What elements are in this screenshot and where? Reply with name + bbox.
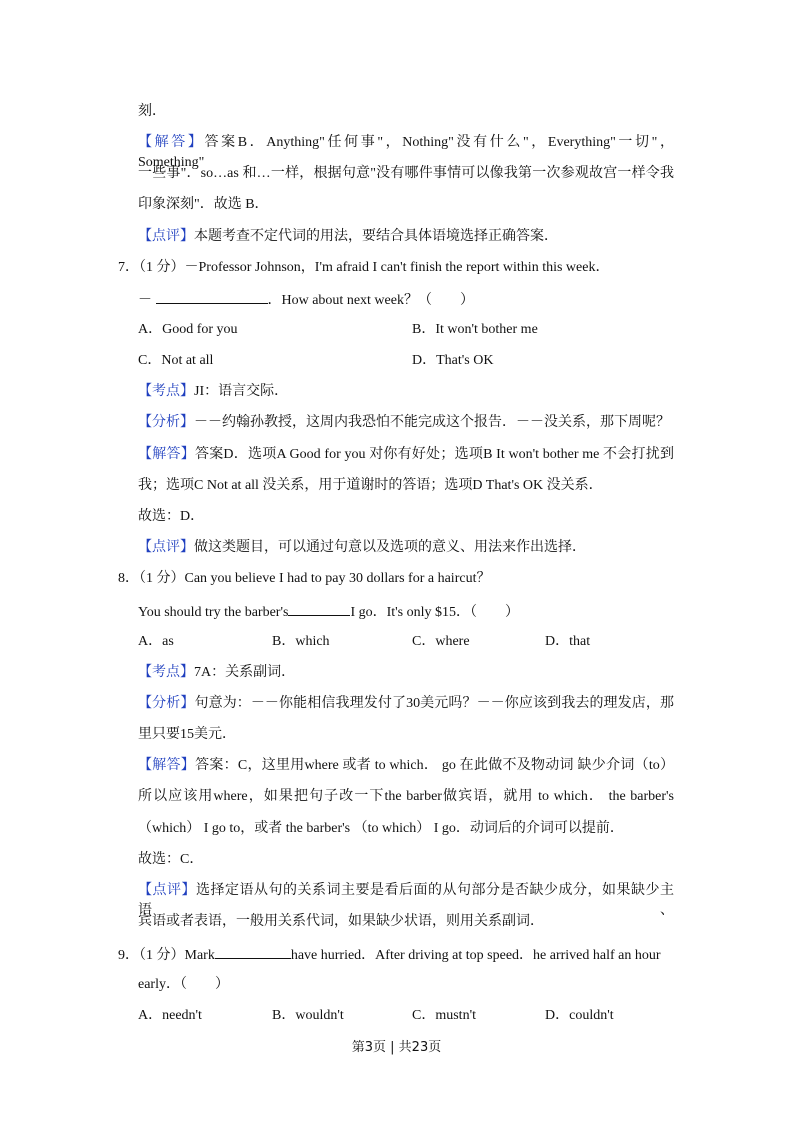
option-d: D．couldn't (545, 1008, 614, 1023)
text-line: early．（ ） (138, 977, 229, 992)
text-line: 一些事"．so…as 和…一样，根据句意"没有哪件事情可以像我第一次参观故宫一样令我 (138, 166, 674, 181)
comment-text: 本题考查不定代词的用法，要结合具体语境选择正确答案． (194, 229, 558, 244)
answer-text: 答案B．Anything"任何事"，Nothing"没有什么"，Everything"一切"，Something" (138, 135, 674, 170)
point-text: JI：语言交际． (194, 384, 289, 399)
point-line (138, 382, 288, 402)
question-7-line2 (138, 289, 474, 309)
answer-tag: 【解答】 (138, 135, 205, 150)
analysis-text: －－约翰孙教授，这周内我恐怕不能完成这个报告．－－没关系，那下周呢？ (194, 415, 670, 430)
option-a: A．as (138, 634, 174, 649)
text-line: 里只要15美元． (138, 727, 236, 742)
text-line: 所以应该用where，如果把句子改一下the barber做宾语，就用 to which． the barber's (138, 789, 674, 804)
point-tag: 【考点】 (138, 384, 194, 399)
dash: － (138, 293, 152, 308)
text-line: 我；选项C Not at all 没关系，用于道谢时的答语；选项D That's OK 没关系． (138, 478, 603, 493)
text-line: 宾语或者表语，一般用关系代词，如果缺少状语，则用关系副词． (138, 914, 544, 929)
option-b: B．wouldn't (272, 1008, 344, 1023)
choice-line: 故选：C． (138, 852, 204, 867)
question-7-stem: 7．（1 分）－Professor Johnson，I'm afraid I can't finish the report within this week． (118, 260, 610, 275)
analysis-line (138, 694, 674, 714)
question-text: You should try the barber's (138, 605, 289, 620)
question-text: I go．It's only $15．（ ） (350, 605, 520, 620)
analysis-tag: 【分析】 (138, 696, 195, 711)
text-line: 印象深刻"．故选 B． (138, 197, 269, 212)
text-line: （which） I go to，或者 the barber's （to which） I go．动词后的介词可以提前． (138, 821, 624, 836)
answer-blank (215, 944, 291, 959)
answer-text: 答案D．选项A Good for you 对你有好处；选项B It won't bother me 不会打扰到 (194, 447, 674, 462)
comment-line (138, 881, 674, 918)
option-a: A．needn't (138, 1008, 202, 1023)
comment-tag: 【点评】 (138, 229, 194, 244)
question-8-stem: 8．（1 分）Can you believe I had to pay 30 dollars for a haircut？ (118, 571, 491, 586)
comment-tag: 【点评】 (138, 883, 196, 898)
point-text: 7A：关系副词． (194, 665, 296, 680)
option-d: D．that (545, 634, 591, 649)
answer-tag: 【解答】 (138, 758, 196, 773)
option-d: D．That's OK (412, 353, 494, 368)
analysis-line (138, 413, 670, 433)
question-text: have hurried．After driving at top speed．he arrived half an hour (290, 948, 661, 963)
answer-text: 答案：C，这里用where 或者 to which． go 在此做不及物动词 缺少介词（to） (195, 758, 675, 773)
text-line: 刻． (138, 104, 166, 119)
question-text: 9．（1 分）Mark (118, 948, 215, 963)
option-c: C．where (412, 634, 470, 649)
page-footer: 第3页 | 共23页 (351, 1040, 442, 1055)
comment-text: 做这类题目，可以通过句意以及选项的意义、用法来作出选择． (194, 540, 586, 555)
option-c: C．Not at all (138, 353, 214, 368)
point-line (138, 663, 295, 683)
option-b: B．It won't bother me (412, 322, 538, 337)
question-8-line2 (138, 601, 519, 621)
point-tag: 【考点】 (138, 665, 194, 680)
answer-blank (156, 289, 268, 304)
question-text: ．How about next week？（ ） (267, 293, 474, 308)
analysis-tag: 【分析】 (138, 415, 194, 430)
comment-line (138, 538, 586, 558)
option-c: C．mustn't (412, 1008, 476, 1023)
answer-line (138, 133, 674, 170)
option-b: B．which (272, 634, 330, 649)
answer-line (138, 756, 674, 776)
analysis-text: 句意为：－－你能相信我理发付了30美元吗？－－你应该到我去的理发店，那 (194, 696, 675, 711)
answer-tag: 【解答】 (138, 447, 195, 462)
comment-line (138, 227, 558, 247)
choice-line: 故选：D． (138, 509, 205, 524)
answer-blank (288, 601, 350, 616)
question-9-stem (118, 944, 674, 964)
comment-text: 选择定语从句的关系词主要是看后面的从句部分是否缺少成分，如果缺少主语、 (138, 883, 674, 918)
option-a: A．Good for you (138, 322, 238, 337)
answer-line (138, 445, 674, 465)
comment-tag: 【点评】 (138, 540, 194, 555)
